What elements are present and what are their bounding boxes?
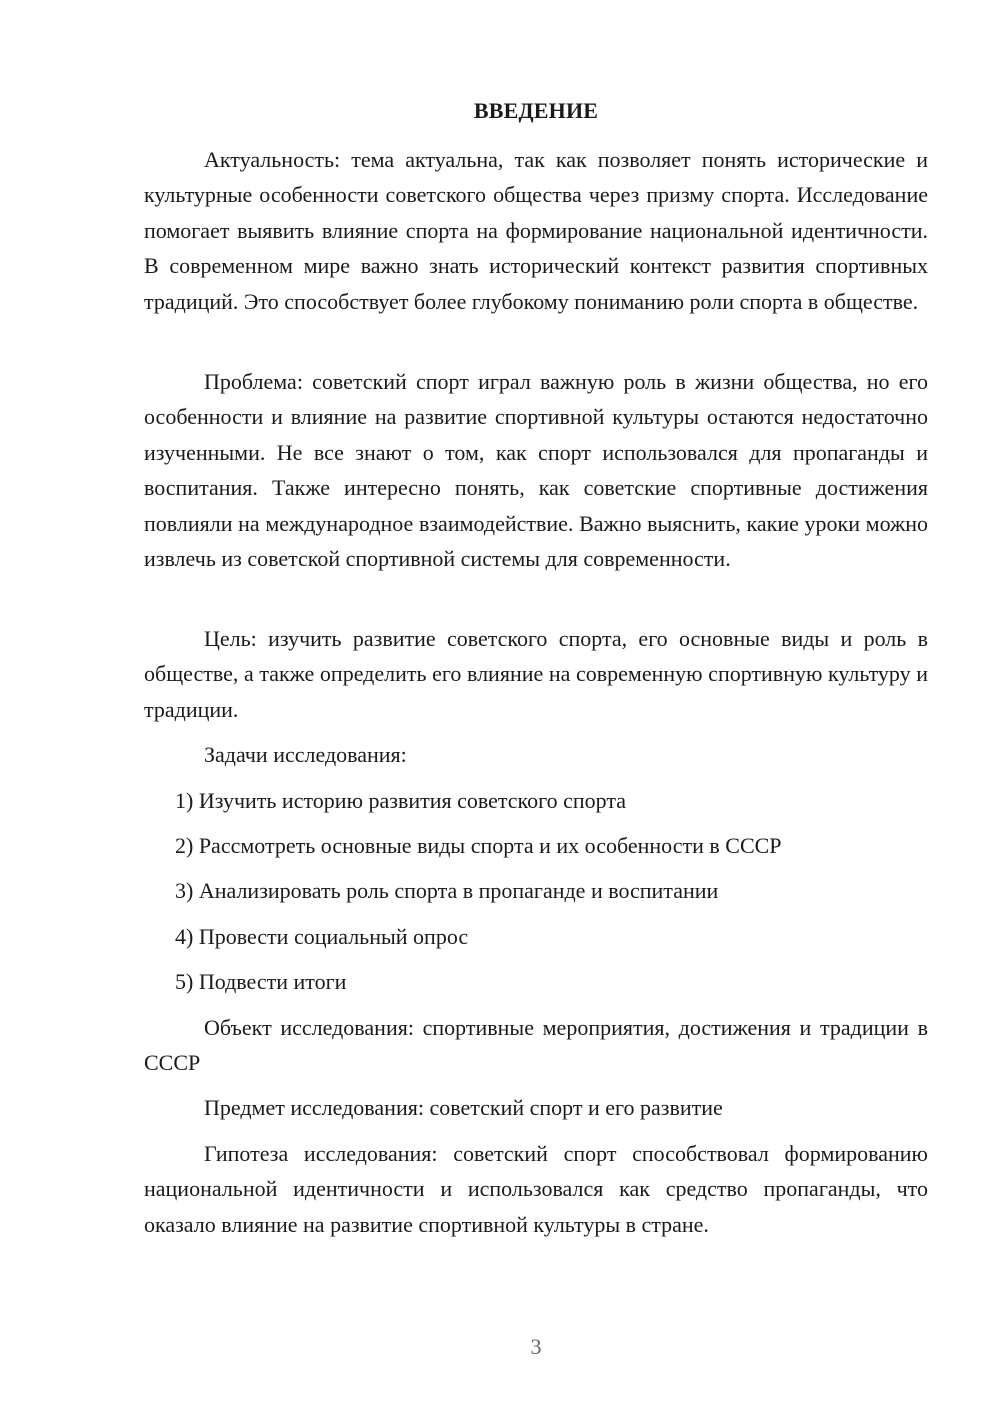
paragraph-object: Объект исследования: спортивные мероприятия, достижения и традиции в СССР [144, 1015, 928, 1076]
paragraph-hypothesis: Гипотеза исследования: советский спорт способствовал формированию национальной идентичности и использовался как средство пропаганды, что оказало влияние на развитие спортивной культуры в стране. [144, 1141, 928, 1237]
paragraph-subject: Предмет исследования: советский спорт и его развитие [204, 1095, 723, 1120]
section-heading: ВВЕДЕНИЕ [473, 98, 599, 123]
paragraph-goal: Цель: изучить развитие советского спорта, его основные виды и роль в обществе, а также определить его влияние на современную спортивную культуру и традиции. [144, 626, 928, 722]
task-item-3: 3) Анализировать роль спорта в пропаганде и воспитании [175, 878, 719, 903]
page-number: 3 [530, 1334, 542, 1359]
task-item-4: 4) Провести социальный опрос [175, 924, 469, 949]
task-item-1: 1) Изучить историю развития советского спорта [175, 788, 626, 813]
task-item-5: 5) Подвести итоги [175, 969, 347, 994]
paragraph-problem: Проблема: советский спорт играл важную роль в жизни общества, но его особенности и влияние на развитие спортивной культуры остаются недостаточно изученными. Не все знают о том, как спорт использовался для пропаганды и воспитания. Также интересно понять, как советские спортивные достижения повлияли на международное взаимодействие. Важно выяснить, какие уроки можно извлечь из советской спортивной системы для современности. [144, 369, 928, 572]
tasks-title: Задачи исследования: [204, 742, 407, 767]
task-item-2: 2) Рассмотреть основные виды спорта и их особенности в СССР [175, 833, 782, 858]
paragraph-relevance: Актуальность: тема актуальна, так как позволяет понять исторические и культурные особенности советского общества через призму спорта. Исследование помогает выявить влияние спорта на формирование национальной идентичности. В современном мире важно знать исторический контекст развития спортивных традиций. Это способствует более глубокому пониманию роли спорта в обществе. [144, 147, 928, 314]
